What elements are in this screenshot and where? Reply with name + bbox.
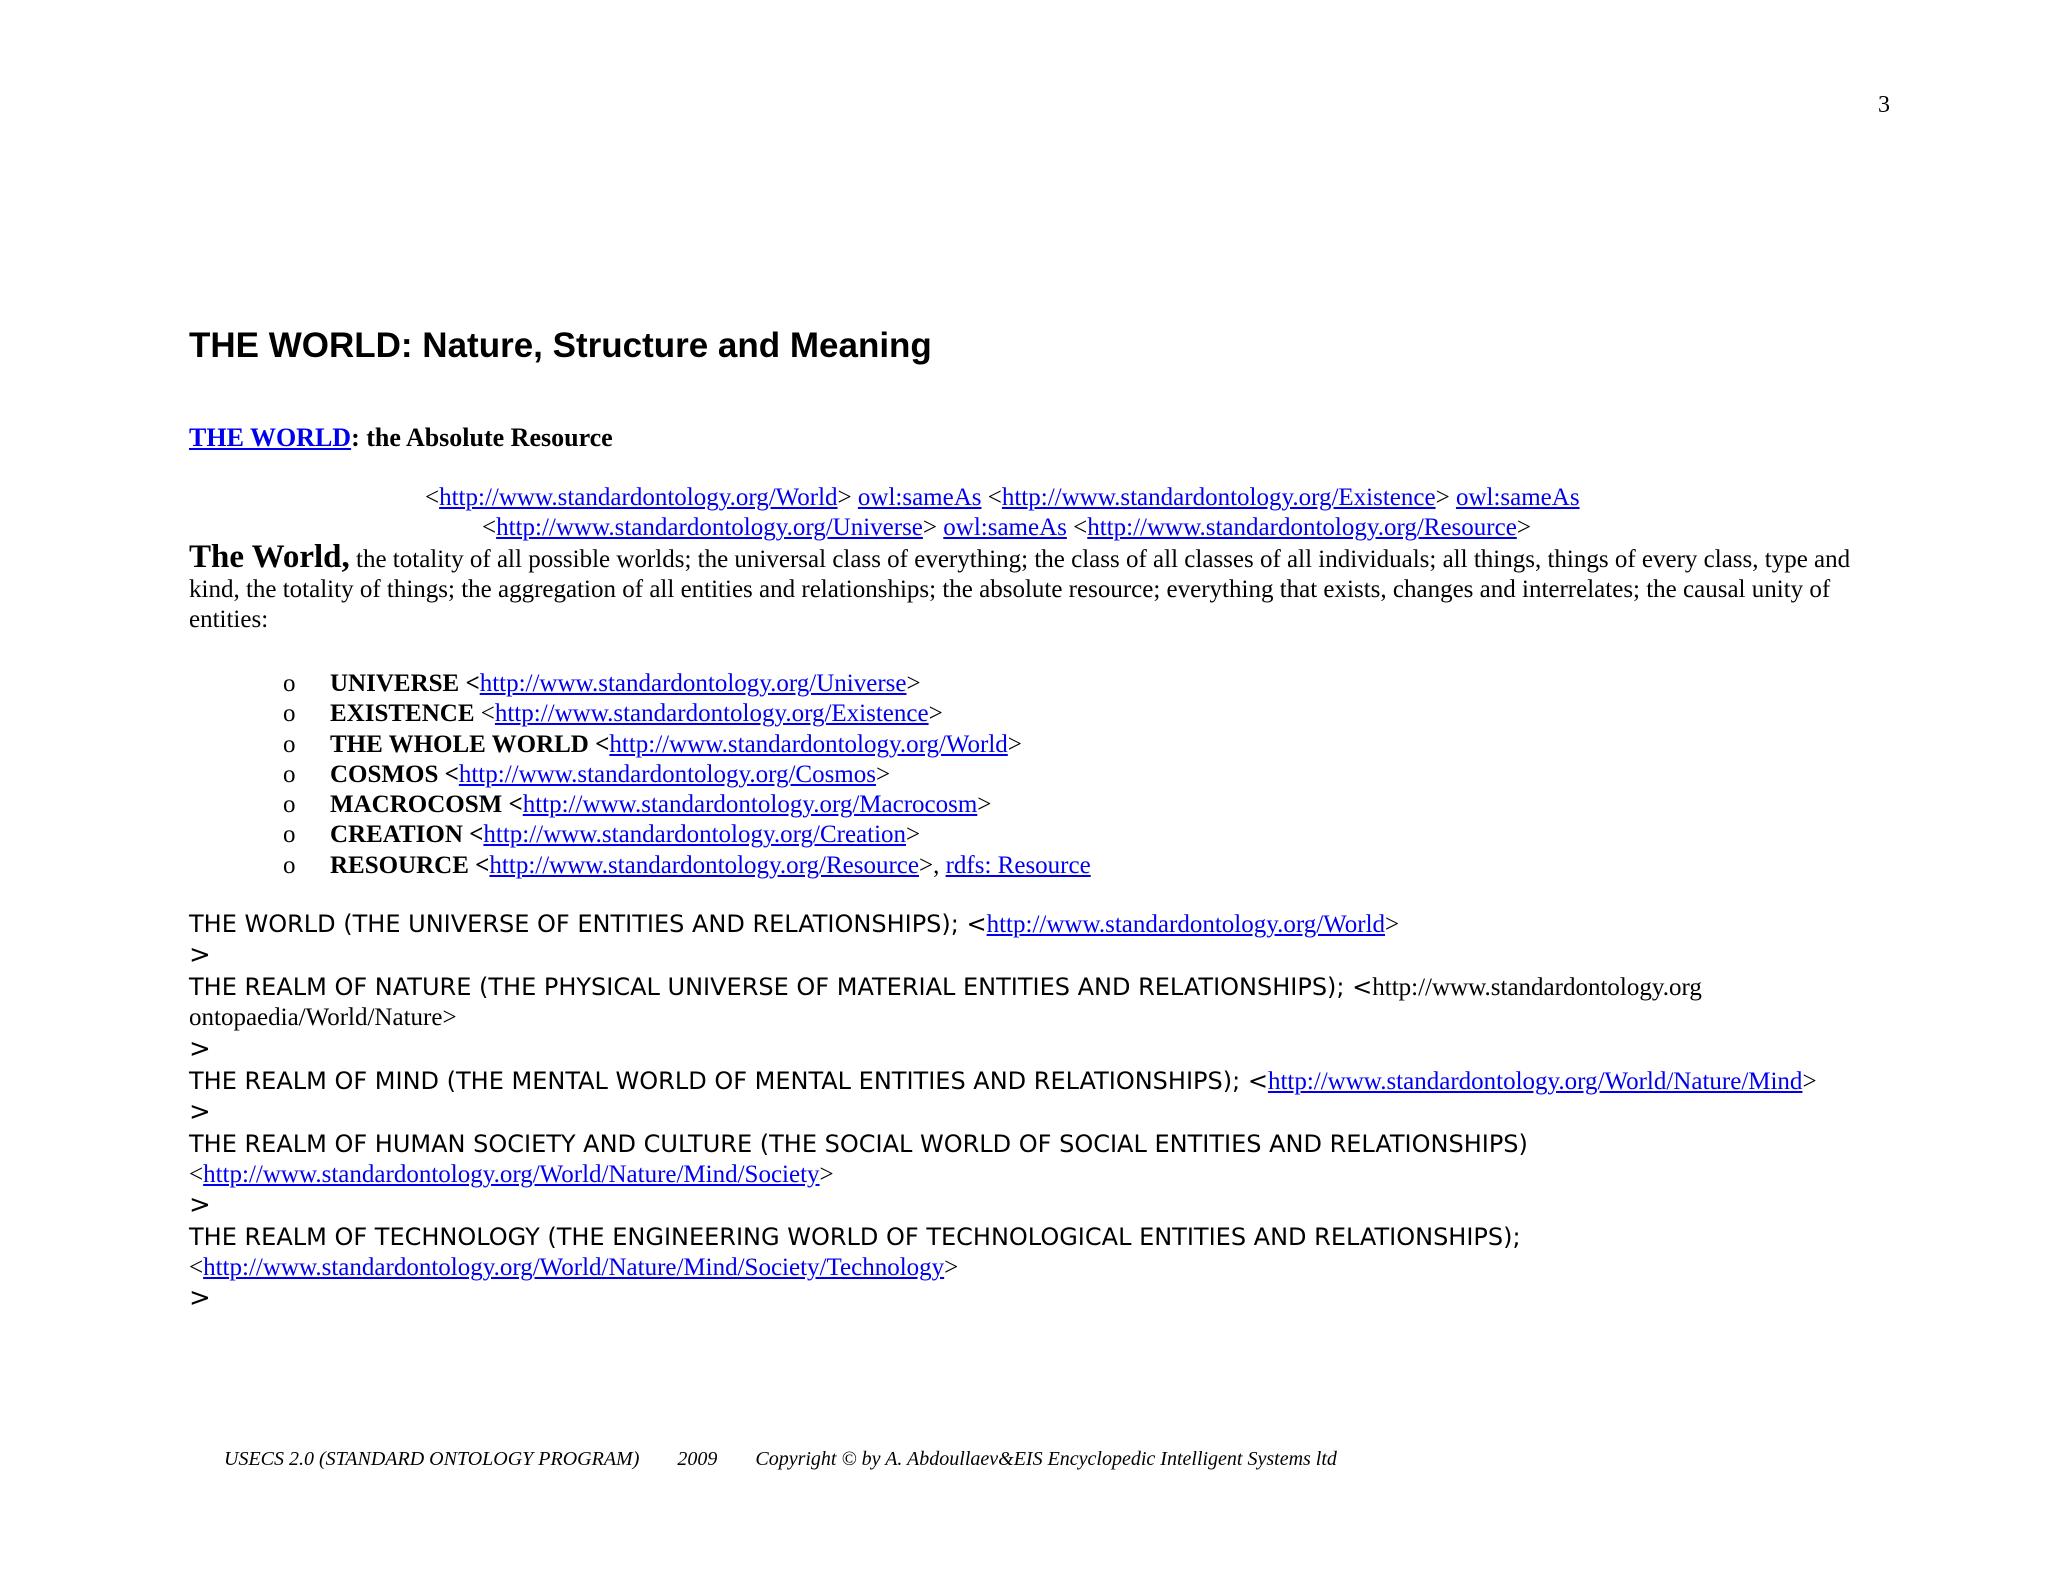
synonym-label: RESOURCE bbox=[330, 851, 469, 879]
bullet-icon: o bbox=[283, 791, 296, 819]
synonym-link[interactable]: http://www.standardontology.org/Macrocosm bbox=[522, 791, 978, 819]
bullet-icon: o bbox=[283, 700, 296, 728]
realm-world-link[interactable]: http://www.standardontology.org/World bbox=[986, 911, 1386, 938]
synonym-sep: < bbox=[588, 730, 610, 758]
arrow-4: > bbox=[189, 1190, 211, 1220]
realm-nature bbox=[189, 972, 1702, 1003]
synonym-label: EXISTENCE bbox=[330, 700, 475, 728]
synonym-sep: < bbox=[474, 700, 495, 728]
synonym-label: CREATION bbox=[330, 821, 463, 849]
same-as-link-3[interactable]: owl:sameAs bbox=[943, 514, 1067, 541]
definition-term: The World, bbox=[189, 539, 350, 575]
section-heading bbox=[189, 423, 613, 453]
realm-technology-lt: < bbox=[189, 1254, 204, 1281]
synonym-sep: < bbox=[468, 851, 490, 879]
realm-nature-url-part1: http://www.standardontology.org bbox=[1372, 974, 1702, 1001]
realm-society bbox=[189, 1129, 1528, 1160]
arrow-2: > bbox=[189, 1034, 211, 1064]
definition-text: the totality of all possible worlds; the universal class of everything; the class of all classes of all individuals; all things, things of every class, type and kind, the totality of things; the aggregation of all entities and relationships; the absolute resource; everything that exists, changes and interrelates; the causal unity of entities: bbox=[189, 546, 1851, 633]
synonym-label: COSMOS bbox=[330, 760, 439, 788]
realm-world-tail: > bbox=[1385, 911, 1400, 938]
realm-mind-tail: > bbox=[1802, 1068, 1817, 1095]
synonym-list bbox=[283, 669, 1091, 881]
rdfs-resource-link[interactable]: rdfs: Resource bbox=[945, 851, 1091, 879]
synonym-tail: >, bbox=[919, 851, 946, 879]
list-item bbox=[283, 820, 1091, 850]
synonym-link[interactable]: http://www.standardontology.org/Existence bbox=[494, 700, 929, 728]
realm-technology bbox=[189, 1222, 1521, 1253]
synonym-label: MACROCOSM bbox=[330, 791, 503, 819]
realm-society-tail: > bbox=[819, 1161, 834, 1188]
list-item bbox=[283, 851, 1091, 881]
synonym-label: THE WHOLE WORLD bbox=[330, 730, 589, 758]
bullet-icon: o bbox=[283, 730, 296, 758]
footer-program: USECS 2.0 (STANDARD ONTOLOGY PROGRAM) bbox=[224, 1448, 640, 1470]
world-uri-link[interactable]: http://www.standardontology.org/World bbox=[439, 484, 838, 511]
bullet-icon: o bbox=[283, 670, 296, 697]
synonym-sep: < bbox=[502, 791, 523, 819]
footer-copyright: Copyright © by A. Abdoullaev&EIS Encyclopedic Intelligent Systems ltd bbox=[755, 1448, 1337, 1470]
resource-uri-link[interactable]: http://www.standardontology.org/Resource bbox=[1087, 514, 1517, 541]
list-item bbox=[283, 790, 1091, 820]
synonym-link[interactable]: http://www.standardontology.org/Creation bbox=[483, 821, 907, 849]
bullet-icon: o bbox=[283, 821, 296, 849]
list-item bbox=[283, 669, 1091, 699]
realm-nature-url-part2: ontopaedia/World/Nature> bbox=[189, 1004, 457, 1031]
realm-technology-title: THE REALM OF TECHNOLOGY (THE ENGINEERING WORLD OF TECHNOLOGICAL ENTITIES AND RELATIONSHIPS); bbox=[189, 1223, 1521, 1251]
realm-mind-title: THE REALM OF MIND (THE MENTAL WORLD OF MENTAL ENTITIES AND RELATIONSHIPS); < bbox=[189, 1067, 1268, 1095]
synonym-tail: > bbox=[906, 670, 921, 697]
arrow-5: > bbox=[189, 1283, 211, 1313]
list-item bbox=[283, 730, 1091, 760]
list-item bbox=[283, 760, 1091, 790]
existence-uri-link[interactable]: http://www.standardontology.org/Existence bbox=[1001, 484, 1436, 511]
realm-nature-title: THE REALM OF NATURE (THE PHYSICAL UNIVERSE OF MATERIAL ENTITIES AND RELATIONSHIPS); < bbox=[189, 973, 1373, 1001]
realm-technology-uri bbox=[189, 1253, 958, 1283]
realm-world bbox=[189, 909, 1399, 940]
definition-paragraph bbox=[189, 539, 1879, 635]
the-world-link[interactable]: THE WORLD bbox=[189, 423, 352, 452]
realm-society-lt: < bbox=[189, 1161, 204, 1188]
realm-mind bbox=[189, 1066, 1817, 1097]
synonym-link[interactable]: http://www.standardontology.org/Resource bbox=[489, 851, 919, 879]
realm-society-uri bbox=[189, 1160, 834, 1190]
synonym-tail: > bbox=[977, 791, 992, 819]
same-as-link-2[interactable]: owl:sameAs bbox=[1455, 484, 1580, 511]
synonym-link[interactable]: http://www.standardontology.org/World bbox=[609, 730, 1008, 758]
list-item bbox=[283, 699, 1091, 729]
realm-technology-link[interactable]: http://www.standardontology.org/World/Nature/Mind/Society/Technology bbox=[203, 1254, 945, 1281]
footer-year: 2009 bbox=[677, 1448, 718, 1470]
synonym-sep: < bbox=[459, 670, 480, 697]
arrow-3: > bbox=[189, 1097, 211, 1127]
synonym-tail: > bbox=[928, 700, 943, 728]
bullet-icon: o bbox=[283, 851, 296, 879]
synonym-sep: < bbox=[438, 760, 459, 788]
same-as-link-1[interactable]: owl:sameAs bbox=[857, 484, 982, 511]
realm-world-title: THE WORLD (THE UNIVERSE OF ENTITIES AND RELATIONSHIPS); < bbox=[189, 910, 987, 938]
realm-society-title: THE REALM OF HUMAN SOCIETY AND CULTURE (THE SOCIAL WORLD OF SOCIAL ENTITIES AND RELATIONSHIPS) bbox=[189, 1130, 1528, 1158]
synonym-tail: > bbox=[906, 821, 921, 849]
page-footer bbox=[224, 1448, 1337, 1471]
universe-uri-link[interactable]: http://www.standardontology.org/Universe bbox=[496, 514, 923, 541]
synonym-tail: > bbox=[1007, 730, 1022, 758]
realm-mind-link[interactable]: http://www.standardontology.org/World/Nature/Mind bbox=[1267, 1068, 1803, 1095]
uri-line-2: <http://www.standardontology.org/Universe> owl:sameAs <http://www.standardontology.org/Resource> bbox=[482, 514, 1531, 541]
bullet-icon: o bbox=[283, 760, 296, 788]
page-number: 3 bbox=[1878, 92, 1890, 118]
page-title: THE WORLD: Nature, Structure and Meaning bbox=[189, 326, 932, 365]
synonym-link[interactable]: http://www.standardontology.org/Universe bbox=[479, 670, 907, 697]
realm-society-link[interactable]: http://www.standardontology.org/World/Nature/Mind/Society bbox=[203, 1161, 820, 1188]
realm-technology-tail: > bbox=[944, 1254, 959, 1281]
synonym-label: UNIVERSE bbox=[330, 670, 460, 697]
synonym-link[interactable]: http://www.standardontology.org/Cosmos bbox=[458, 760, 876, 788]
synonym-sep: < bbox=[462, 821, 484, 849]
section-heading-rest: : the Absolute Resource bbox=[351, 423, 613, 452]
arrow-1: > bbox=[189, 940, 211, 970]
uri-line-1: <http://www.standardontology.org/World> owl:sameAs <http://www.standardontology.org/Existence> owl:sameAs bbox=[425, 484, 1580, 511]
synonym-tail: > bbox=[876, 760, 891, 788]
